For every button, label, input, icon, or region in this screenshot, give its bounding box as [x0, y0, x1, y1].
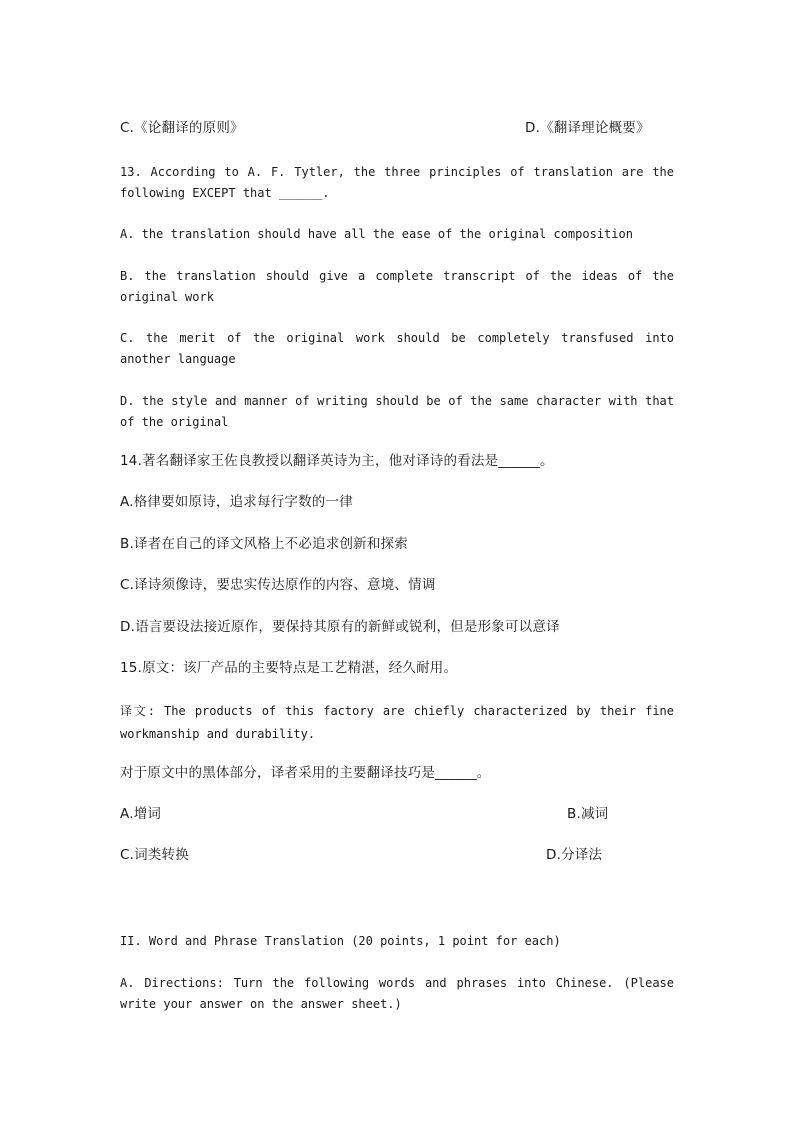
- q15-question: 对于原文中的黑体部分，译者采用的主要翻译技巧是______。: [120, 765, 491, 781]
- q15-translation: 译文: The products of this factory are chiefly characterized by their fine workmanship and durability.: [120, 704, 674, 741]
- q15-option-b: B.减词: [567, 806, 609, 822]
- q14-option-b: B.译者在自己的译文风格上不必追求创新和探索: [120, 536, 408, 552]
- q15-option-c: C.词类转换: [120, 847, 189, 863]
- q13-option-c: C. the merit of the original work should be completely transfused into another language: [120, 331, 674, 366]
- q15-option-d: D.分译法: [546, 847, 603, 863]
- q13-option-d: D. the style and manner of writing should be of the same character with that of the original: [120, 394, 674, 429]
- q15-source-text: 15.原文：该厂产品的主要特点是工艺精湛，经久耐用。: [120, 660, 458, 676]
- q13-stem: 13. According to A. F. Tytler, the three principles of translation are the following EXCEPT that ______.: [120, 165, 674, 200]
- q14-option-c: C.译诗须像诗，要忠实传达原作的内容、意境、情调: [120, 577, 436, 593]
- q12-option-d: D.《翻译理论概要》: [525, 120, 650, 136]
- section-2-directions: A. Directions: Turn the following words and phrases into Chinese. (Please write your answer on the answer sheet.): [120, 976, 674, 1011]
- q13-option-a: A. the translation should have all the ease of the original composition: [120, 227, 633, 241]
- section-2-heading: II. Word and Phrase Translation (20 points, 1 point for each): [120, 934, 561, 948]
- q12-option-c: C.《论翻译的原则》: [120, 120, 244, 136]
- q13-option-b: B. the translation should give a complete transcript of the ideas of the original work: [120, 269, 674, 304]
- q15-option-a: A.增词: [120, 806, 162, 822]
- q14-option-a: A.格律要如原诗，追求每行字数的一律: [120, 494, 353, 510]
- q14-option-d: D.语言要设法接近原作，要保持其原有的新鲜或锐利，但是形象可以意译: [120, 619, 560, 635]
- q14-stem: 14.著名翻译家王佐良教授以翻译英诗为主，他对译诗的看法是______。: [120, 453, 554, 469]
